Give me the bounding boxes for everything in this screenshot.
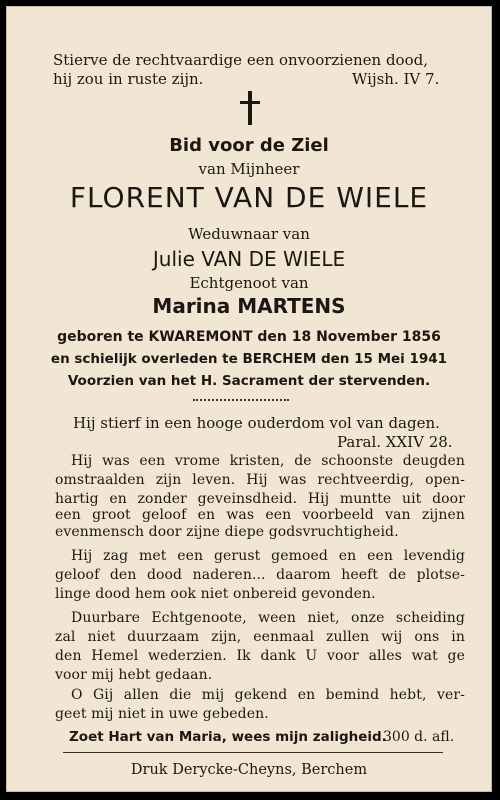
epigraph-line-1: Stierve de rechtvaardige een onvoorzienen dood, [53,51,428,69]
body-p4-line3: den Hemel wederzien. Ik dank U voor alles wat ge [55,648,465,664]
spouse-name: Marina MARTENS [152,294,346,318]
body-p4-line1: Duurbare Echtgenoote, ween niet, onze scheiding [71,610,465,626]
indulgence-days: 300 d. afl. [383,729,455,745]
body-p2-line2: omstraalden zijn leven. Hij was rechtveerdig, open- [55,472,465,488]
body-p5-line2: geet mij niet in uwe gebeden. [55,706,269,722]
sacrament-line: Voorzien van het H. Sacrament der stervenden. [67,373,431,389]
dotted-divider [193,399,289,401]
body-p3-line2: geloof den dood naderen... daarom heeft de plotse- [55,567,465,583]
birth-line: geboren te KWAREMONT den 18 November 1856 [57,329,441,345]
deceased-name: FLORENT VAN DE WIELE [69,181,429,214]
widower-line: Weduwnaar van [188,225,310,243]
death-line: en schielijk overleden te BERCHEM den 15 Mei 1941 [50,351,448,367]
cross-icon [240,91,260,125]
body-p4-line4: voor mij hebt gedaan. [55,667,213,683]
printer-line: Druk Derycke-Cheyns, Berchem [130,762,368,778]
mijnheer-line: van Mijnheer [198,160,300,178]
body-p2-line3: hartig en zonder geveinsdheid. Hij muntte uit door [55,491,465,507]
body-p2-line1: Hij was een vrome kristen, de schoonste deugden [71,453,465,469]
body-p5-line1-visible: O Gij allen die mij gekend en bemind hebt, ver- [71,687,465,703]
body-p1-line1: Hij stierf in een hooge ouderdom vol van dagen. [73,414,440,432]
bottom-rule [63,752,443,753]
first-wife-name: Julie VAN DE WIELE [152,247,346,271]
epigraph-line-2: hij zou in ruste zijn. [53,70,204,88]
body-p4-line2: zal niet duurzaam zijn, eenmaal zullen wij ons in [55,629,465,645]
body-p1-reference: Paral. XXIV 28. [337,433,453,451]
husband-line: Echtgenoot van [189,274,309,292]
prayer-heading: Bid voor de Ziel [169,135,329,156]
body-p3-line1: Hij zag met een gerust gemoed en een levendig [71,548,465,564]
body-p3-line3: linge dood hem ook niet onbereid gevonden. [55,586,376,602]
indulgence-prayer: Zoet Hart van Maria, wees mijn zaligheid. [69,729,387,745]
epigraph-reference: Wijsh. IV 7. [352,70,440,88]
memorial-card [6,6,492,792]
body-p2-line5: evenmensch door zijne diepe godsvruchtigheid. [55,524,399,540]
body-p2-line4: een groot geloof en was een voorbeeld van zijnen [55,507,465,523]
